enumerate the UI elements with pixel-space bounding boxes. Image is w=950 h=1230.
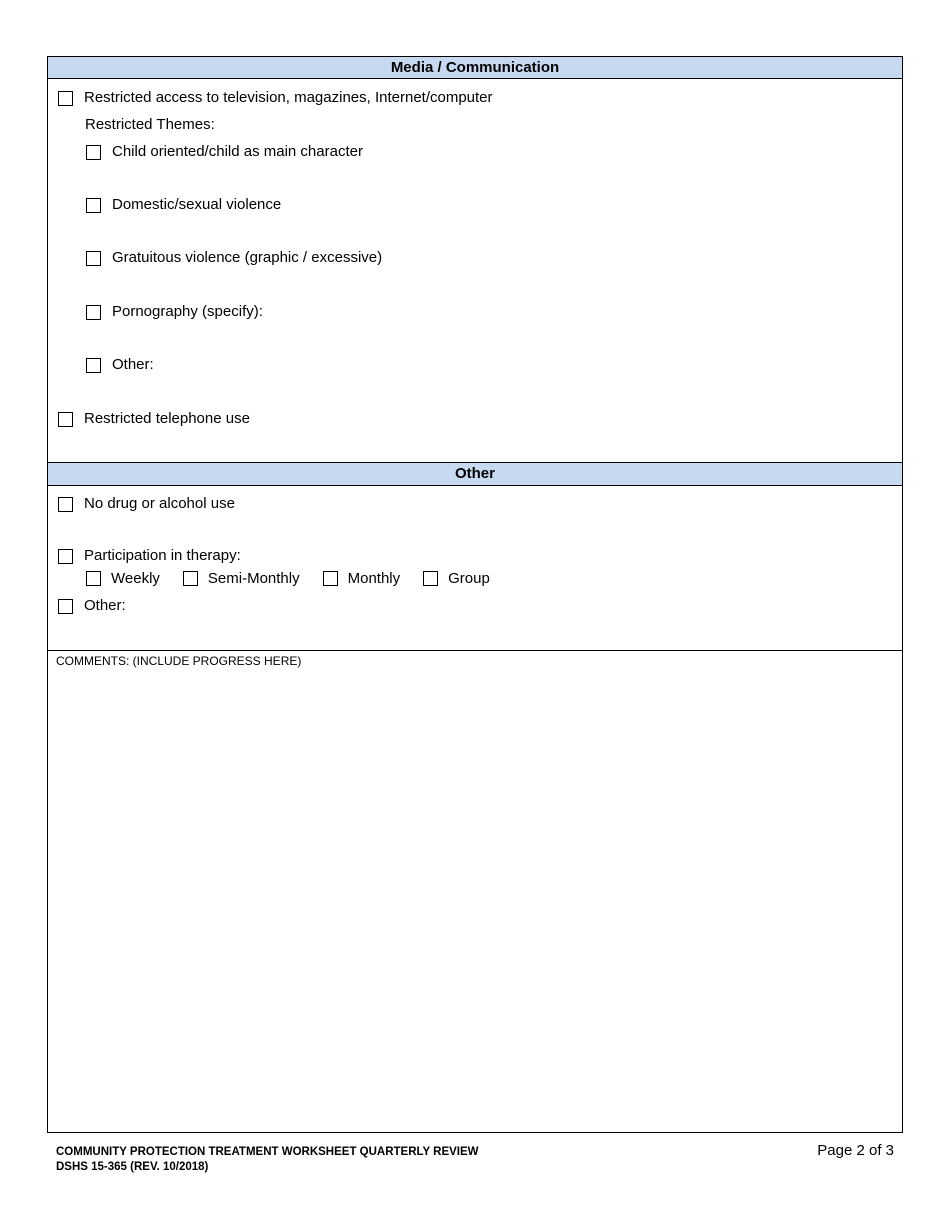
restricted-access-row	[58, 89, 493, 107]
other-row	[58, 597, 126, 615]
pornography-checkbox[interactable]	[86, 305, 101, 320]
group-label: Group	[448, 570, 490, 587]
child-oriented-label: Child oriented/child as main character	[112, 143, 363, 160]
theme-row-other	[86, 356, 154, 374]
telephone-label: Restricted telephone use	[84, 410, 250, 427]
page-number: Page 2 of 3	[817, 1142, 894, 1159]
media-communication-header: Media / Communication	[48, 57, 902, 79]
semi-monthly-checkbox[interactable]	[183, 571, 198, 586]
other-checkbox[interactable]	[58, 599, 73, 614]
frequency-option-monthly[interactable]	[323, 570, 401, 587]
comments-label: COMMENTS: (INCLUDE PROGRESS HERE)	[56, 654, 302, 668]
frequency-option-semi-monthly[interactable]	[183, 570, 300, 587]
gratuitous-violence-checkbox[interactable]	[86, 251, 101, 266]
theme-row-pornography	[86, 303, 263, 321]
domestic-violence-checkbox[interactable]	[86, 198, 101, 213]
other-label: Other:	[84, 597, 126, 614]
therapy-checkbox[interactable]	[58, 549, 73, 564]
child-oriented-checkbox[interactable]	[86, 145, 101, 160]
form-title: COMMUNITY PROTECTION TREATMENT WORKSHEET QUARTERLY REVIEW	[56, 1146, 479, 1158]
theme-row-child-oriented	[86, 143, 363, 161]
worksheet-form	[47, 56, 903, 1133]
restricted-themes-label: Restricted Themes:	[85, 116, 215, 133]
weekly-label: Weekly	[111, 570, 160, 587]
group-checkbox[interactable]	[423, 571, 438, 586]
telephone-row	[58, 410, 250, 428]
theme-row-gratuitous-violence	[86, 249, 382, 267]
restricted-access-label: Restricted access to television, magazines, Internet/computer	[84, 89, 493, 106]
other-header: Other	[48, 462, 902, 486]
restricted-access-checkbox[interactable]	[58, 91, 73, 106]
pornography-label: Pornography (specify):	[112, 303, 263, 320]
theme-row-domestic-violence	[86, 196, 281, 214]
therapy-row	[58, 547, 241, 565]
form-footer	[56, 1145, 479, 1175]
theme-other-label: Other:	[112, 356, 154, 373]
therapy-frequency-options	[86, 570, 490, 587]
domestic-violence-label: Domestic/sexual violence	[112, 196, 282, 213]
therapy-label: Participation in therapy:	[84, 547, 241, 564]
frequency-option-weekly[interactable]	[86, 570, 160, 587]
weekly-checkbox[interactable]	[86, 571, 101, 586]
comments-divider	[48, 650, 902, 651]
theme-other-checkbox[interactable]	[86, 358, 101, 373]
form-number: DSHS 15-365 (REV. 10/2018)	[56, 1161, 209, 1173]
semi-monthly-label: Semi-Monthly	[207, 570, 300, 587]
gratuitous-violence-label: Gratuitous violence (graphic / excessive)	[112, 249, 383, 266]
no-drug-row	[58, 495, 235, 513]
no-drug-checkbox[interactable]	[58, 497, 73, 512]
telephone-checkbox[interactable]	[58, 412, 73, 427]
monthly-label: Monthly	[347, 570, 401, 587]
frequency-option-group[interactable]	[423, 570, 490, 587]
no-drug-label: No drug or alcohol use	[84, 495, 235, 512]
monthly-checkbox[interactable]	[323, 571, 338, 586]
comments-text-area[interactable]	[48, 671, 902, 1132]
